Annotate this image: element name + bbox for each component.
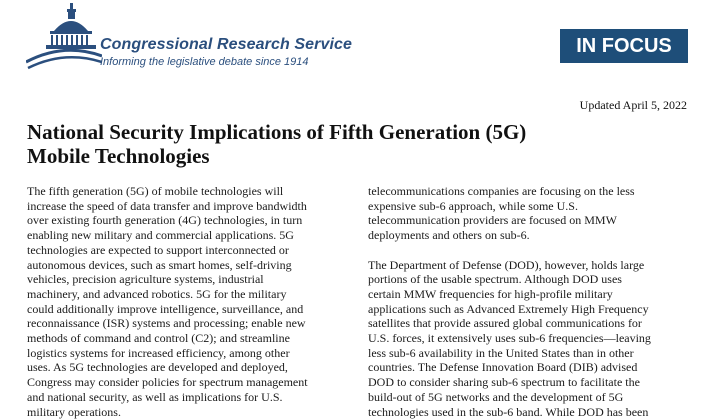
- body-line: satellites that provide assured global communications for: [368, 316, 642, 331]
- body-line: telecommunication providers are focused on MMW: [368, 213, 617, 228]
- body-line: applications such as Advanced Extremely High Frequency: [368, 301, 649, 316]
- body-line: The Department of Defense (DOD), however, holds large: [368, 257, 645, 272]
- body-line: U.S. forces, it extensively uses sub-6 frequencies—leaving: [368, 331, 651, 346]
- body-line: telecommunications companies are focusing on the less: [368, 184, 635, 198]
- crs-capitol-dome-logo: [26, 0, 102, 72]
- left-column: [27, 184, 347, 419]
- title-line-2: Mobile Technologies: [27, 144, 210, 168]
- body-line: vehicles, precision agriculture systems, industrial: [27, 272, 264, 287]
- document-title: [27, 120, 687, 168]
- body-line: portions of the usable spectrum. Although DOD uses: [368, 272, 622, 287]
- body-line: deployments and others on sub-6.: [368, 228, 530, 243]
- body-line: methods of command and control (C2); and streamline: [27, 331, 290, 346]
- body-line: Congress may consider policies for spectrum management: [27, 375, 308, 390]
- body-line: less sub-6 availability in the United States than in other: [368, 345, 634, 360]
- body-line: uses. As 5G technologies are developed and deployed,: [27, 360, 288, 375]
- body-line: The fifth generation (5G) of mobile technologies will: [27, 184, 284, 198]
- body-line: could additionally improve intelligence, surveillance, and: [27, 301, 304, 316]
- org-tagline: Informing the legislative debate since 1914: [100, 56, 309, 68]
- body-line: build-out of 5G networks and the development of 5G: [368, 389, 624, 404]
- org-name: Congressional Research Service: [100, 36, 353, 53]
- body-line: and national security, as well as implications for U.S.: [27, 389, 283, 404]
- right-column: [368, 184, 688, 419]
- body-line: over existing fourth generation (4G) technologies, in turn: [27, 213, 303, 228]
- body-line: reconnaissance (ISR) systems and processing; enable new: [27, 316, 306, 331]
- body-line: increase the speed of data transfer and improve bandwidth: [27, 198, 307, 213]
- in-focus-badge: IN FOCUS: [560, 29, 688, 63]
- body-line: military operations.: [27, 404, 121, 419]
- body-line: DOD to consider sharing sub-6 spectrum to facilitate the: [368, 375, 640, 390]
- body-line: expensive sub-6 approach, while some U.S.: [368, 198, 578, 213]
- updated-date: Updated April 5, 2022: [579, 98, 687, 112]
- body-line: autonomous devices, such as smart homes, self-driving: [27, 257, 292, 272]
- body-line: technologies used in the sub-6 band. While DOD has been: [368, 404, 649, 419]
- paragraph-gap: [368, 243, 688, 258]
- body-line: technologies are expected to support interconnected or: [27, 242, 289, 257]
- body-line: certain MMW frequencies for high-profile military: [368, 286, 613, 301]
- body-line: logistics systems for increased efficiency, among other: [27, 345, 290, 360]
- body-line: machinery, and advanced robotics. 5G for the military: [27, 286, 287, 301]
- title-line-1: National Security Implications of Fifth Generation (5G): [27, 120, 527, 144]
- body-line: countries. The Defense Innovation Board (DIB) advised: [368, 360, 638, 375]
- body-line: enabling new military and commercial applications. 5G: [27, 228, 294, 243]
